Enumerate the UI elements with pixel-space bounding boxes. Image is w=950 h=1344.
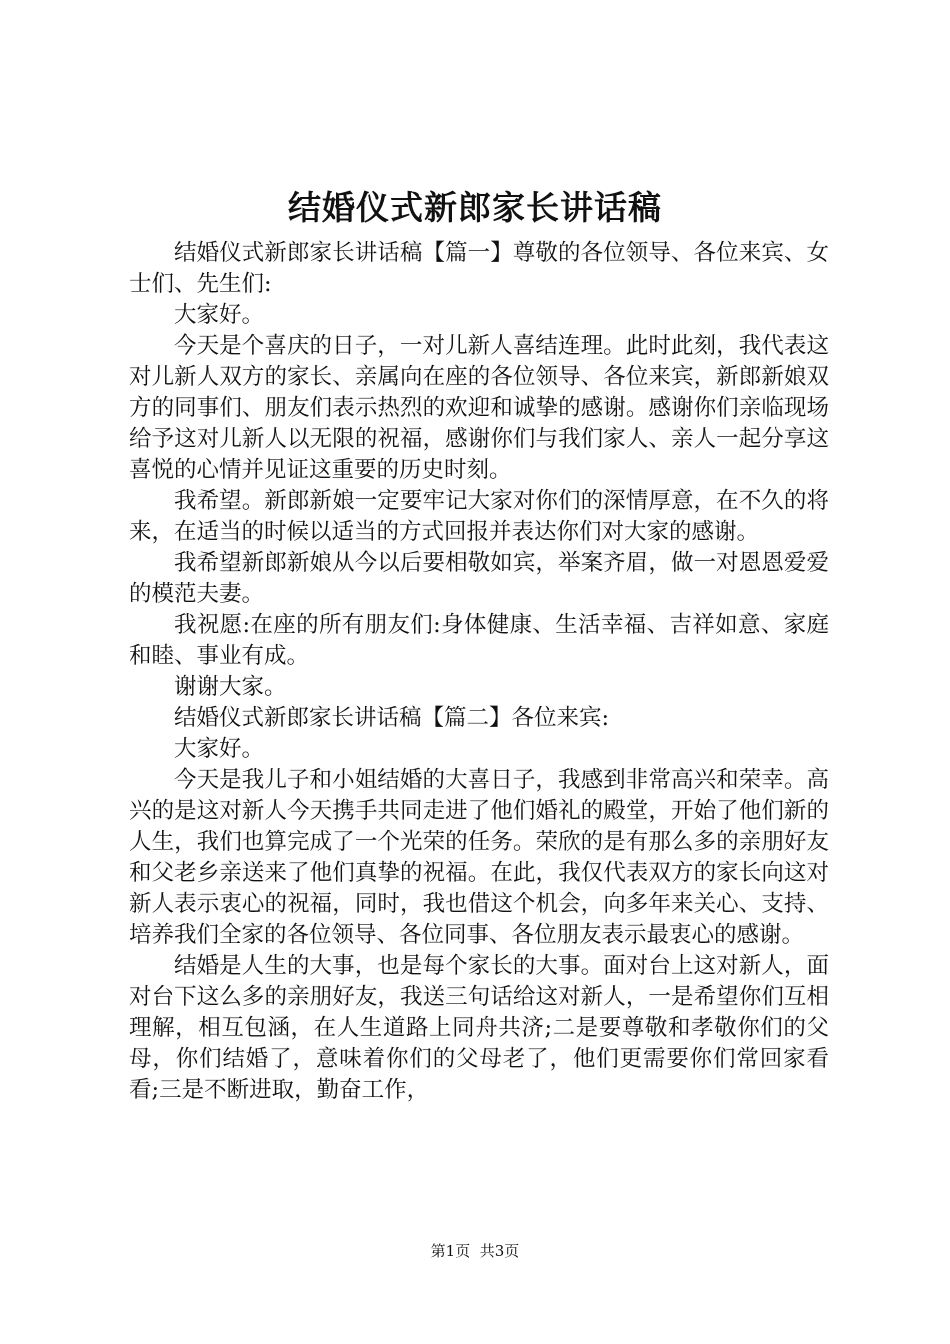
paragraph: 结婚是人生的大事，也是每个家长的大事。面对台上这对新人，面对台下这么多的亲朋好友，我送三句话给这对新人，一是希望你们互相理解，相互包涵，在人生道路上同舟共济;二是要尊敬和孝敬你们的父母，你们结婚了，意味着你们的父母老了，他们更需要你们常回家看看;三是不断进取，勤奋工作，: [129, 953, 829, 1103]
page-footer: [0, 1241, 950, 1261]
paragraph: 大家好。: [174, 736, 265, 762]
document-body: [129, 238, 829, 1106]
paragraph: 今天是我儿子和小姐结婚的大喜日子，我感到非常高兴和荣幸。高兴的是这对新人今天携手共同走进了他们婚礼的殿堂，开始了他们新的人生，我们也算完成了一个光荣的任务。荣欣的是有那么多的亲朋好友和父老乡亲送来了他们真挚的祝福。在此，我仅代表双方的家长向这对新人表示衷心的祝福，同时，我也借这个机会，向多年来关心、支持、培养我们全家的各位领导、各位同事、各位朋友表示最衷心的感谢。: [129, 767, 829, 948]
paragraph: 今天是个喜庆的日子，一对儿新人喜结连理。此时此刻，我代表这对儿新人双方的家长、亲属向在座的各位领导、各位来宾，新郎新娘双方的同事们、朋友们表示热烈的欢迎和诚挚的感谢。感谢你们亲临现场给予这对儿新人以无限的祝福，感谢你们与我们家人、亲人一起分享这喜悦的心情并见证这重要的历史时刻。: [129, 333, 829, 483]
paragraph: 谢谢大家。: [174, 674, 287, 700]
page-number: 第1页: [430, 1242, 471, 1260]
paragraph: 结婚仪式新郎家长讲话稿【篇二】各位来宾:: [174, 705, 610, 731]
paragraph: 我希望新郎新娘从今以后要相敬如宾，举案齐眉，做一对恩恩爱爱的模范夫妻。: [129, 550, 829, 607]
paragraph: 我祝愿:在座的所有朋友们:身体健康、生活幸福、吉祥如意、家庭和睦、事业有成。: [129, 612, 829, 669]
page-total: 共3页: [479, 1242, 520, 1260]
paragraph: 我希望。新郎新娘一定要牢记大家对你们的深情厚意，在不久的将来，在适当的时候以适当的方式回报并表达你们对大家的感谢。: [129, 488, 829, 545]
paragraph: 结婚仪式新郎家长讲话稿【篇一】尊敬的各位领导、各位来宾、女士们、先生们:: [129, 240, 829, 297]
document-title: 结婚仪式新郎家长讲话稿: [288, 188, 662, 227]
paragraph: 大家好。: [174, 302, 265, 328]
